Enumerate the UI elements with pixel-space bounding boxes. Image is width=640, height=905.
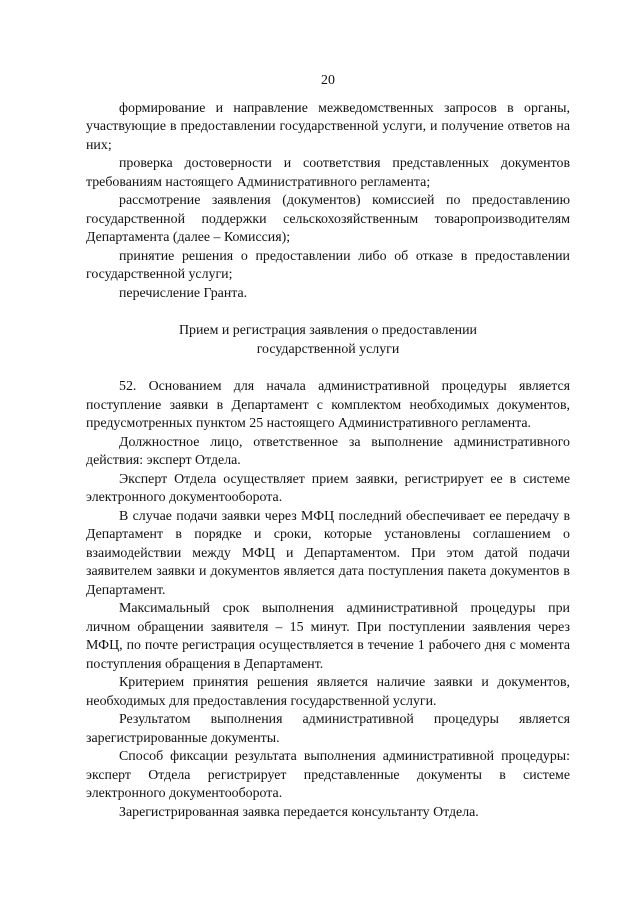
paragraph: Способ фиксации результата выполнения административной процедуры: эксперт Отдела регистрирует представленные документы в системе электронного документооборота. (86, 749, 570, 801)
section-heading-line: Прием и регистрация заявления о предоставлении (179, 323, 477, 338)
section-heading-line: государственной услуги (256, 341, 400, 357)
list-item: формирование и направление межведомственных запросов в органы, участвующие в предоставлении государственной услуги, и получение ответов на них; (86, 100, 570, 153)
document-page (86, 72, 570, 822)
paragraph: Зарегистрированная заявка передается консультанту Отдела. (119, 804, 479, 820)
page-number: 20 (321, 73, 335, 88)
paragraph: Результатом выполнения административной процедуры является зарегистрированные документы. (86, 712, 570, 746)
paragraph: Максимальный срок выполнения административной процедуры при личном обращении заявителя – 15 минут. При поступлении заявления через МФЦ, по почте регистрация осуществляется в течение 1 рабочего дня с момента поступления обращения в Департамент. (86, 601, 570, 672)
paragraph: Должностное лицо, ответственное за выполнение административного действия: эксперт Отдела. (86, 434, 570, 468)
section-heading (86, 322, 570, 359)
paragraph: В случае подачи заявки через МФЦ последний обеспечивает ее передачу в Департамент в порядке и сроки, которые установлены соглашением о взаимодействии между МФЦ и Департаментом. При этом датой подачи заявителем заявки и документов является дата поступления пакета документов в Департамент. (86, 508, 570, 598)
paragraph: Эксперт Отдела осуществляет прием заявки, регистрирует ее в системе электронного документооборота. (86, 471, 570, 505)
list-item: рассмотрение заявления (документов) комиссией по предоставлению государственной поддержки сельскохозяйственным товаропроизводителям Департамента (далее – Комиссия); (86, 193, 570, 245)
list-item: проверка достоверности и соответствия представленных документов требованиям настоящего Административного регламента; (86, 156, 570, 190)
list-item: перечисление Гранта. (119, 285, 248, 301)
list-item: принятие решения о предоставлении либо об отказе в предоставлении государственной услуги; (86, 248, 570, 282)
paragraph: Критерием принятия решения является наличие заявки и документов, необходимых для предоставления государственной услуги. (86, 675, 570, 709)
paragraph: 52. Основанием для начала административной процедуры является поступление заявки в Департамент с комплектом необходимых документов, предусмотренных пунктом 25 настоящего Административного регламента. (86, 379, 570, 431)
